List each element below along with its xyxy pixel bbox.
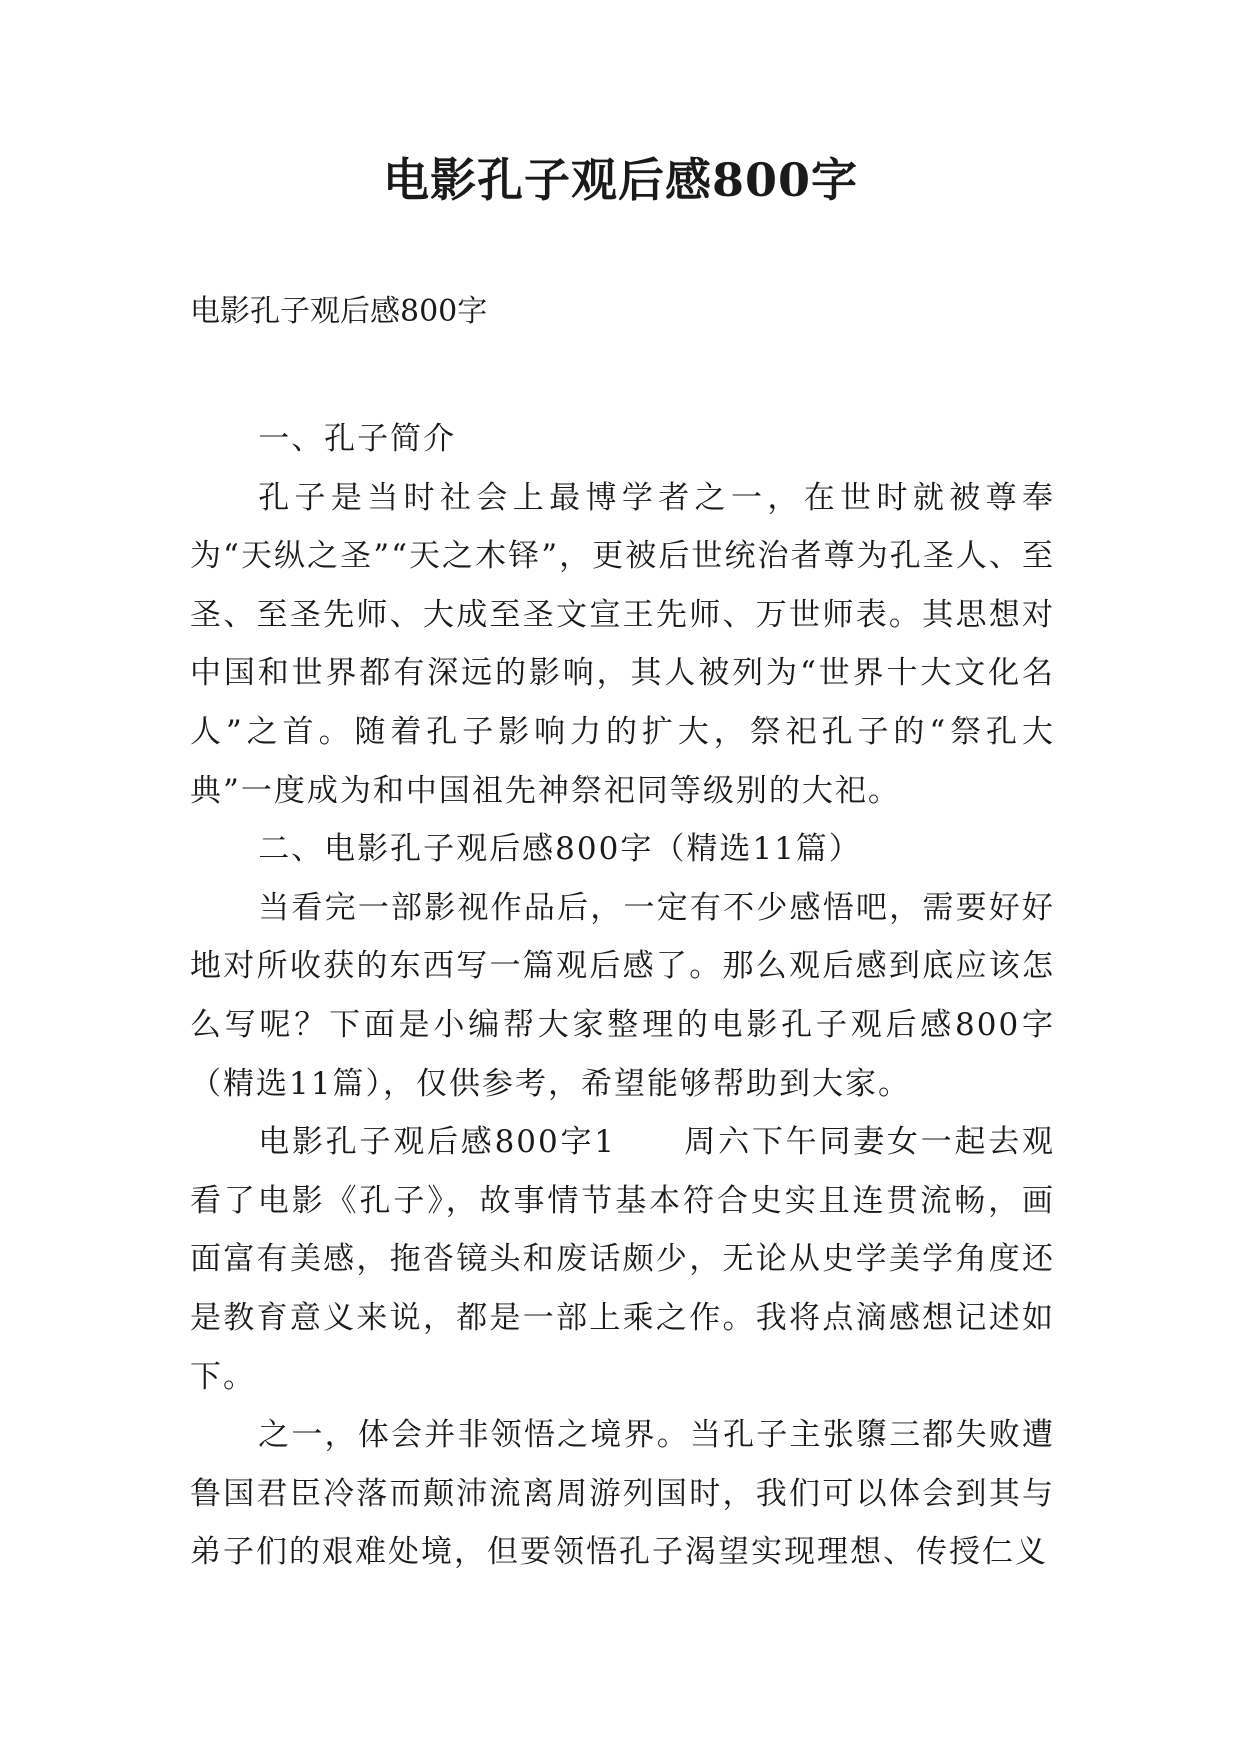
section-heading-intro: 一、孔子简介 (258, 421, 457, 457)
paragraph-intro: 孔子是当时社会上最博学者之一，在世时就被尊奉为“天纵之圣”“天之木铎”，更被后世统治者尊为孔圣人、至圣、至圣先师、大成至圣文宣王先师、万世师表。其思想对中国和世界都有深远的影响，其人被列为“世界十大文化名人”之首。随着孔子影响力的扩大，祭祀孔子的“祭孔大典”一度成为和中国祖先神祭祀同等级别的大祀。 (190, 479, 1055, 809)
document-title: 电影孔子观后感800字 (382, 153, 859, 207)
paragraph-preface: 当看完一部影视作品后，一定有不少感悟吧，需要好好地对所收获的东西写一篇观后感了。那么观后感到底应该怎么写呢？下面是小编帮大家整理的电影孔子观后感800字（精选11篇），仅供参考，希望能够帮助到大家。 (190, 889, 1055, 1102)
document-body (190, 410, 1055, 1582)
paragraph-point-1: 之一，体会并非领悟之境界。当孔子主张隳三都失败遭鲁国君臣冷落而颠沛流离周游列国时，我们可以体会到其与弟子们的艰难处境，但要领悟孔子渴望实现理想、传授仁义 (190, 1417, 1055, 1571)
paragraph-review-1: 电影孔子观后感800字1 周六下午同妻女一起去观看了电影《孔子》，故事情节基本符合史实且连贯流畅，画面富有美感，拖沓镜头和废话颇少，无论从史学美学角度还是教育意义来说，都是一部上乘之作。我将点滴感想记述如下。 (190, 1124, 1055, 1395)
section-heading-reviews: 二、电影孔子观后感800字（精选11篇） (258, 831, 862, 868)
document-subtitle: 电影孔子观后感800字 (190, 294, 488, 329)
